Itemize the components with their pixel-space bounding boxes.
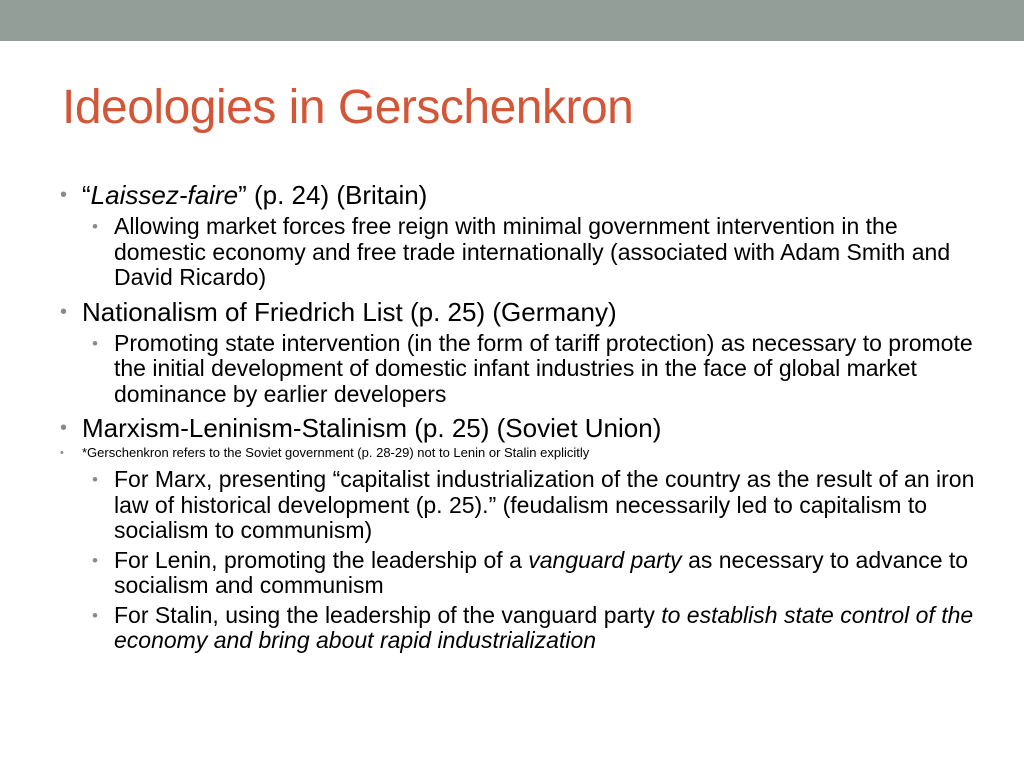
bullet-dot-icon: • <box>60 300 68 323</box>
laissez-faire-rest: ” (p. 24) (Britain) <box>238 180 428 210</box>
sub-bullet-dot-icon: • <box>92 217 98 236</box>
sub-bullet-dot-icon: • <box>92 470 98 489</box>
bullet-dot-icon: • <box>60 184 68 206</box>
note-text: *Gerschenkron refers to the Soviet government (p. 28-29) not to Lenin or Stalin explicitly <box>82 445 590 460</box>
bullet-nationalism <box>0 297 1024 327</box>
note-bullet-dot-icon: • <box>60 447 64 459</box>
bullet-laissez-faire <box>0 180 1024 210</box>
sub-bullet-text-before: For Lenin, promoting the leadership of a <box>114 546 529 573</box>
bullet-text: Marxism-Leninism-Stalinism (p. 25) (Soviet Union) <box>82 413 662 443</box>
bullet-marxism <box>0 413 1024 443</box>
state-control-emphasis: to establish state control of the economy and bring about rapid industrialization <box>114 601 974 653</box>
sub-bullet-text-before: For Stalin, using the leadership of the vanguard party <box>114 601 662 628</box>
vanguard-party-emphasis: vanguard party <box>528 546 682 573</box>
open-quote: “ <box>82 180 91 210</box>
sub-bullet-text: Allowing market forces free reign with minimal government intervention in the domestic economy and free trade internationally (associated with Adam Smith and David Ricardo) <box>114 213 951 290</box>
footnote-soviet-government <box>0 445 1024 461</box>
slide-content <box>0 180 1024 658</box>
laissez-faire-term: Laissez-faire <box>90 180 239 210</box>
sub-bullet-text-after: as necessary to advance to socialism and communism <box>114 546 969 598</box>
sub-bullet-lenin <box>0 548 1024 599</box>
sub-bullet-dot-icon: • <box>92 333 98 353</box>
sub-bullet-text: Promoting state intervention (in the form of tariff protection) as necessary to promote the initial development of domestic infant industries in the face of global market dominance by earlier developers <box>114 329 973 407</box>
bullet-text: Nationalism of Friedrich List (p. 25) (Germany) <box>82 296 617 327</box>
sub-bullet-marx <box>0 467 1024 544</box>
bullet-dot-icon: • <box>60 417 68 439</box>
sub-bullet-text: For Marx, presenting “capitalist industrialization of the country as the result of an iron law of historical development (p. 25).” (feudalism necessarily led to capitalism to socialism to communism) <box>114 466 975 543</box>
sub-bullet-dot-icon: • <box>92 550 98 570</box>
sub-bullet-dot-icon: • <box>92 605 98 625</box>
sub-bullet-laissez-faire <box>0 214 1024 291</box>
sub-bullet-nationalism <box>0 331 1024 408</box>
slide-title: Ideologies in Gerschenkron <box>62 81 634 134</box>
sub-bullet-stalin <box>0 603 1024 654</box>
top-banner <box>0 0 1024 41</box>
